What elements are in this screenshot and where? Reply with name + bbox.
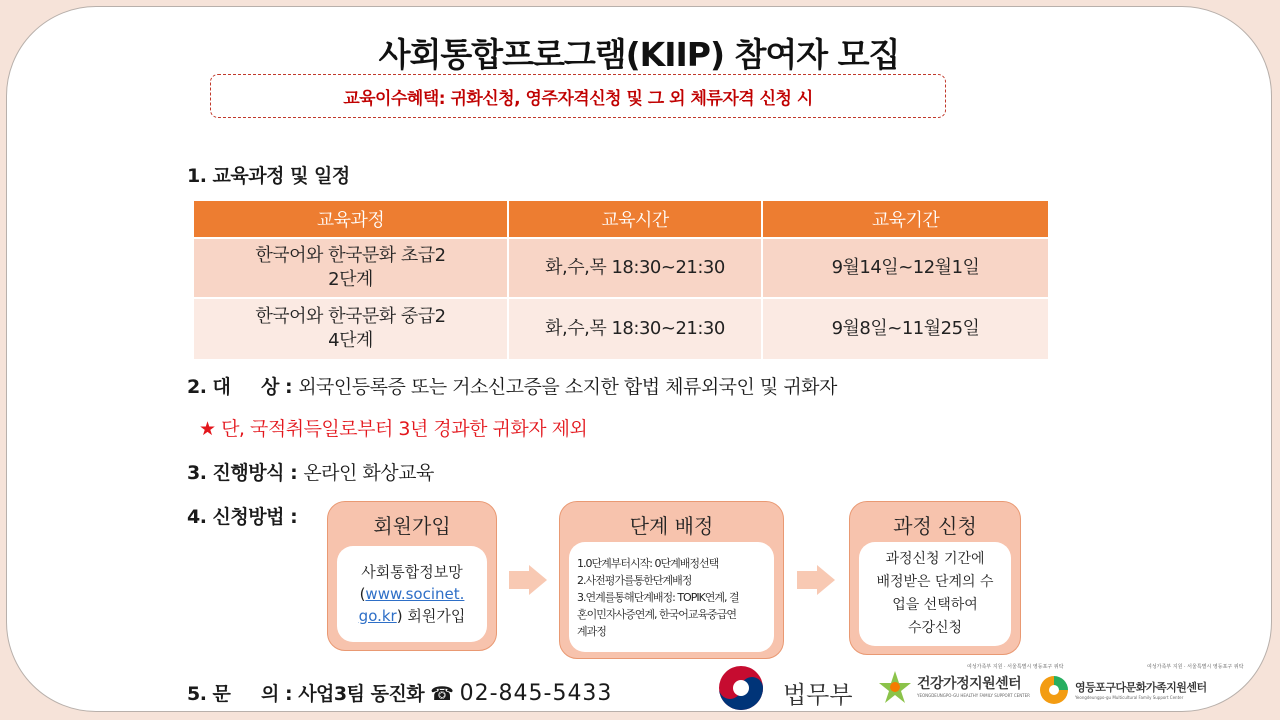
moj-logo-text: 법무부 [783, 681, 853, 709]
step-card-course [849, 501, 1021, 655]
section-target-value: 외국인등록증 또는 거소신고증을 소지한 합법 체류외국인 및 귀화자 [298, 376, 837, 398]
contact-phone: 02-845-5433 [459, 681, 613, 706]
exclusion-note: ★ 단, 국적취득일로부터 3년 경과한 귀화자 제외 [199, 418, 588, 440]
socinet-link[interactable]: www.socinet. [365, 585, 465, 603]
header-course: 교육과정 [194, 201, 508, 238]
table-row [194, 238, 1048, 298]
slide [6, 6, 1272, 712]
section-apply-heading: 4. 신청방법 : [187, 506, 298, 528]
time-cell: 화,수,목 18:30~21:30 [508, 298, 762, 359]
multicultural-center-en: Yeongdeungpo-gu Multicultural Family Support Center [1075, 695, 1184, 700]
step-title: 회원가입 [373, 514, 451, 538]
section-method-value: 온라인 화상교육 [303, 462, 434, 484]
step-card-level [559, 501, 784, 659]
section-target [187, 372, 837, 399]
step-body: 과정신청 기간에 배정받은 단계의 수 업을 선택하여 수강신청 [859, 542, 1011, 646]
section-contact [187, 679, 612, 706]
family-center-icon [877, 669, 913, 709]
step-body: 사회통합정보망 (www.socinet. go.kr) 회원가입 [337, 546, 487, 642]
family-center-logo [877, 659, 1064, 712]
multicultural-center-name: 영등포구다문화가족지원센터 [1075, 681, 1207, 694]
course-cell: 한국어와 한국문화 초급2 2단계 [194, 238, 508, 298]
step-body: 1.0단계부터시작: 0단계배정선택 2.사전평가를통한단계배정 3.연계를통해단계배정: TOPIK연계, 결 혼이민자사증연계, 한국어교육중급연 계과정 [569, 542, 774, 652]
section-schedule-heading: 1. 교육과정 및 일정 [187, 165, 350, 187]
moj-logo [711, 663, 861, 712]
period-cell: 9월14일~12월1일 [762, 238, 1048, 298]
socinet-link-cont[interactable]: go.kr [358, 607, 397, 625]
multicultural-center-sub: 여성가족부 지원 · 서울특별시 영등포구 위탁 [1147, 664, 1244, 670]
family-center-name: 건강가정지원센터 [917, 676, 1022, 692]
header-time: 교육시간 [508, 201, 762, 238]
step-title: 단계 배정 [629, 514, 714, 538]
time-cell: 화,수,목 18:30~21:30 [508, 238, 762, 298]
phone-icon: ☎ [430, 683, 454, 705]
course-cell: 한국어와 한국문화 중급2 4단계 [194, 298, 508, 359]
table-row [194, 298, 1048, 359]
family-center-en: YEONGDEUNGPO-GU HEALTHY FAMILY SUPPORT CENTER [917, 693, 1030, 698]
taegeuk-icon [711, 663, 771, 712]
period-cell: 9월8일~11월25일 [762, 298, 1048, 359]
benefit-text: 교육이수혜택: 귀화신청, 영주자격신청 및 그 외 체류자격 신청 시 [343, 88, 813, 109]
section-method [187, 458, 434, 485]
step-card-signup [327, 501, 497, 651]
contact-name: 사업3팀 동진화 [298, 683, 425, 705]
schedule-table [194, 201, 1048, 359]
section-target-heading: 2. 대 상 : [187, 376, 293, 398]
table-header-row [194, 201, 1048, 238]
benefit-banner [210, 74, 946, 118]
header-period: 교육기간 [762, 201, 1048, 238]
family-center-sub: 여성가족부 지원 · 서울특별시 영등포구 위탁 [967, 664, 1064, 670]
multicultural-center-icon [1037, 673, 1071, 707]
step-title: 과정 신청 [893, 514, 977, 538]
page-title: 사회통합프로그램(KIIP) 참여자 모집 [378, 35, 900, 74]
multicultural-center-logo [1037, 659, 1244, 712]
section-method-heading: 3. 진행방식 : [187, 462, 298, 484]
section-contact-heading: 5. 문 의 : [187, 683, 293, 705]
